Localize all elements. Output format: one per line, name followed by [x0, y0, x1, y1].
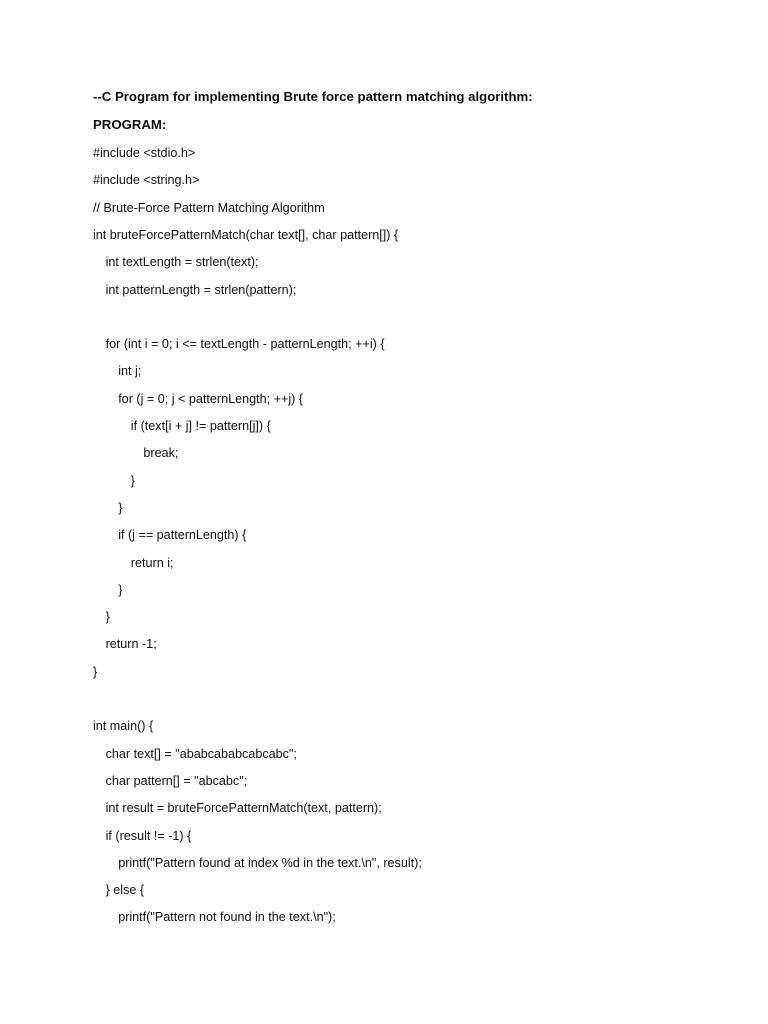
code-line: #include <stdio.h>	[93, 146, 196, 160]
code-line: char pattern[] = "abcabc";	[105, 773, 248, 788]
code-line: for (int i = 0; i <= textLength - patternLength; ++i) {	[105, 337, 385, 352]
code-line: }	[93, 664, 98, 679]
code-line: int result = bruteForcePatternMatch(text, pattern);	[105, 801, 382, 816]
code-line: int patternLength = strlen(pattern);	[105, 282, 297, 297]
code-line: }	[105, 610, 110, 625]
code-line: return -1;	[105, 637, 157, 652]
code-line: #include <string.h>	[93, 173, 200, 188]
code-line: int bruteForcePatternMatch(char text[], char pattern[]) {	[93, 227, 399, 242]
code-line: }	[130, 473, 136, 488]
code-line: int j;	[118, 364, 142, 379]
code-line: }	[118, 500, 123, 515]
code-line: }	[118, 582, 123, 597]
code-line: if (result != -1) {	[105, 828, 192, 843]
code-line: } else {	[105, 883, 145, 898]
code-line: for (j = 0; j < patternLength; ++j) {	[118, 391, 304, 406]
code-line: int main() {	[93, 719, 154, 734]
code-line: break;	[143, 446, 179, 461]
code-line: char text[] = "ababcababcabcabc";	[105, 746, 297, 761]
code-line: printf("Pattern not found in the text.\n");	[118, 910, 336, 925]
document-heading: --C Program for implementing Brute force pattern matching algorithm:	[93, 89, 533, 104]
code-line: return i;	[130, 555, 174, 570]
program-label: PROGRAM:	[93, 117, 167, 132]
code-line: if (j == patternLength) {	[118, 528, 247, 543]
code-line: // Brute-Force Pattern Matching Algorithm	[93, 200, 325, 215]
code-line: printf("Pattern found at index %d in the text.\n", result);	[118, 855, 422, 870]
code-line: if (text[i + j] != pattern[j]) {	[130, 419, 271, 433]
code-line: int textLength = strlen(text);	[105, 255, 259, 270]
